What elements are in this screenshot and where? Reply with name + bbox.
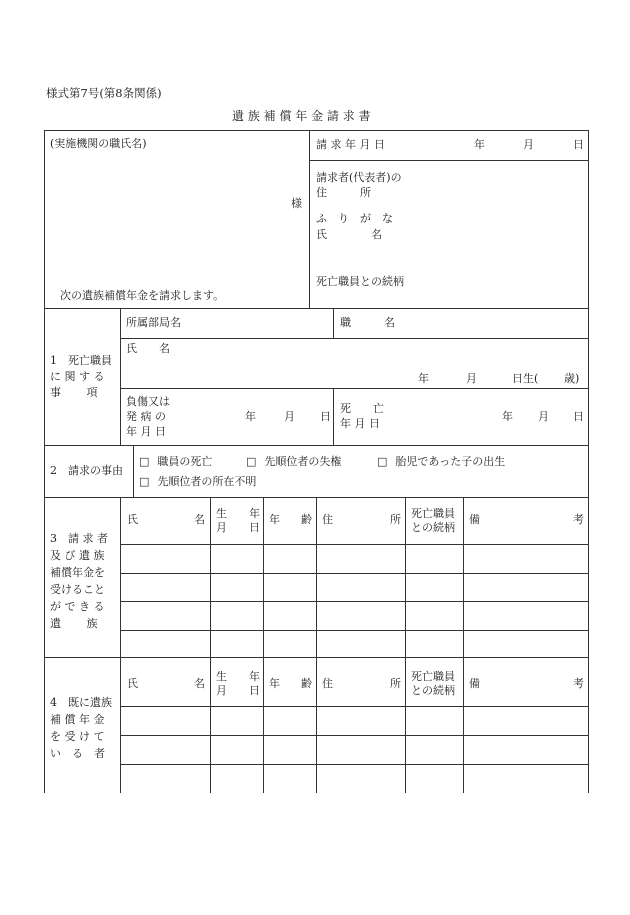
section1-label-line: 1 死亡職員 — [50, 354, 112, 367]
request-statement: 次の遺族補償年金を請求します。 — [60, 289, 225, 302]
col-relation-bottom: との続柄 — [411, 521, 455, 534]
col-birth-bottom: 月 日 — [216, 521, 260, 534]
col-relation-bottom: との続柄 — [411, 684, 455, 697]
col-remarks-a: 備 — [469, 513, 480, 526]
age-label: 歳) — [564, 372, 580, 385]
death-label-line: 年 月 日 — [340, 417, 380, 430]
injury-label-line: 負傷又は — [126, 395, 170, 408]
injury-label-line: 年 月 日 — [126, 425, 166, 438]
birth-month-label: 月 — [466, 372, 477, 385]
job-label: 職 名 — [340, 316, 395, 329]
death-label-line: 死 亡 — [340, 402, 384, 415]
section4-label-line: 4 既に遺族 — [50, 696, 112, 709]
injury-month-label: 月 — [284, 410, 295, 423]
section4-label-line: 補 償 年 金 — [50, 713, 105, 726]
reason-checkbox-birth[interactable]: □ 胎児であった子の出生 — [377, 456, 505, 467]
section4-label-line: を 受 け て — [50, 730, 105, 743]
injury-year-label: 年 — [245, 410, 256, 423]
birth-day-label: 日生( — [512, 372, 539, 385]
request-date-label: 請 求 年 月 日 — [316, 138, 385, 151]
section3-label-line: 及 び 遺 族 — [50, 549, 105, 562]
name-label: 氏 名 — [316, 228, 382, 241]
col-relation-top: 死亡職員 — [411, 507, 455, 520]
reason-checkbox-forfeit[interactable]: □ 先順位者の失権 — [246, 456, 341, 467]
form-title: 遺 族 補 償 年 金 請 求 書 — [232, 109, 371, 123]
request-date-year: 年 — [474, 138, 485, 151]
section3-label-line: 受けること — [50, 583, 105, 596]
col-name-b: 名 — [194, 677, 205, 690]
col-name-a: 氏 — [127, 513, 138, 526]
col-name-b: 名 — [194, 513, 205, 526]
col-name-a: 氏 — [127, 677, 138, 690]
col-addr-b: 所 — [390, 677, 401, 690]
section1-label-line: に 関 す る — [50, 370, 105, 383]
injury-day-label: 日 — [320, 410, 331, 423]
agency-label: (実施機関の職氏名) — [50, 137, 147, 150]
section4-label-line: い る 者 — [50, 747, 105, 760]
deceased-name-label: 氏 名 — [126, 342, 170, 355]
furigana-label: ふ り が な — [316, 212, 393, 225]
section3-label-line: 遺 族 — [50, 617, 98, 630]
section3-label-line: が で き る — [50, 600, 105, 613]
request-date-day: 日 — [573, 138, 584, 151]
col-addr-a: 住 — [322, 513, 333, 526]
section1-label-line: 事 項 — [50, 386, 98, 399]
death-month-label: 月 — [538, 410, 549, 423]
col-remarks-b: 考 — [573, 677, 584, 690]
form-number: 様式第7号(第8条関係) — [46, 86, 162, 100]
col-birth-top: 生 年 — [216, 670, 260, 683]
injury-label-line: 発 病 の — [126, 410, 166, 423]
col-age-a: 年 — [269, 513, 280, 526]
col-addr-a: 住 — [322, 677, 333, 690]
sama-label: 様 — [291, 197, 302, 210]
section3-label-line: 補償年金を — [50, 566, 105, 579]
death-day-label: 日 — [573, 410, 584, 423]
section2-label: 2 請求の事由 — [50, 464, 123, 477]
reason-checkbox-missing[interactable]: □ 先順位者の所在不明 — [139, 476, 256, 487]
col-relation-top: 死亡職員 — [411, 670, 455, 683]
col-age-b: 齢 — [301, 513, 312, 526]
address-label: 住 所 — [316, 186, 371, 199]
reason-checkbox-death[interactable]: □ 職員の死亡 — [139, 456, 212, 467]
col-birth-bottom: 月 日 — [216, 684, 260, 697]
relation-label: 死亡職員との続柄 — [316, 275, 404, 288]
col-age-a: 年 — [269, 677, 280, 690]
dept-label: 所属部局名 — [126, 316, 181, 329]
section3-label-line: 3 請 求 者 — [50, 532, 108, 545]
col-remarks-b: 考 — [573, 513, 584, 526]
birth-year-label: 年 — [418, 372, 429, 385]
col-addr-b: 所 — [390, 513, 401, 526]
request-date-month: 月 — [523, 138, 534, 151]
death-year-label: 年 — [502, 410, 513, 423]
col-age-b: 齢 — [301, 677, 312, 690]
col-birth-top: 生 年 — [216, 507, 260, 520]
col-remarks-a: 備 — [469, 677, 480, 690]
claimant-label: 請求者(代表者)の — [316, 171, 402, 184]
